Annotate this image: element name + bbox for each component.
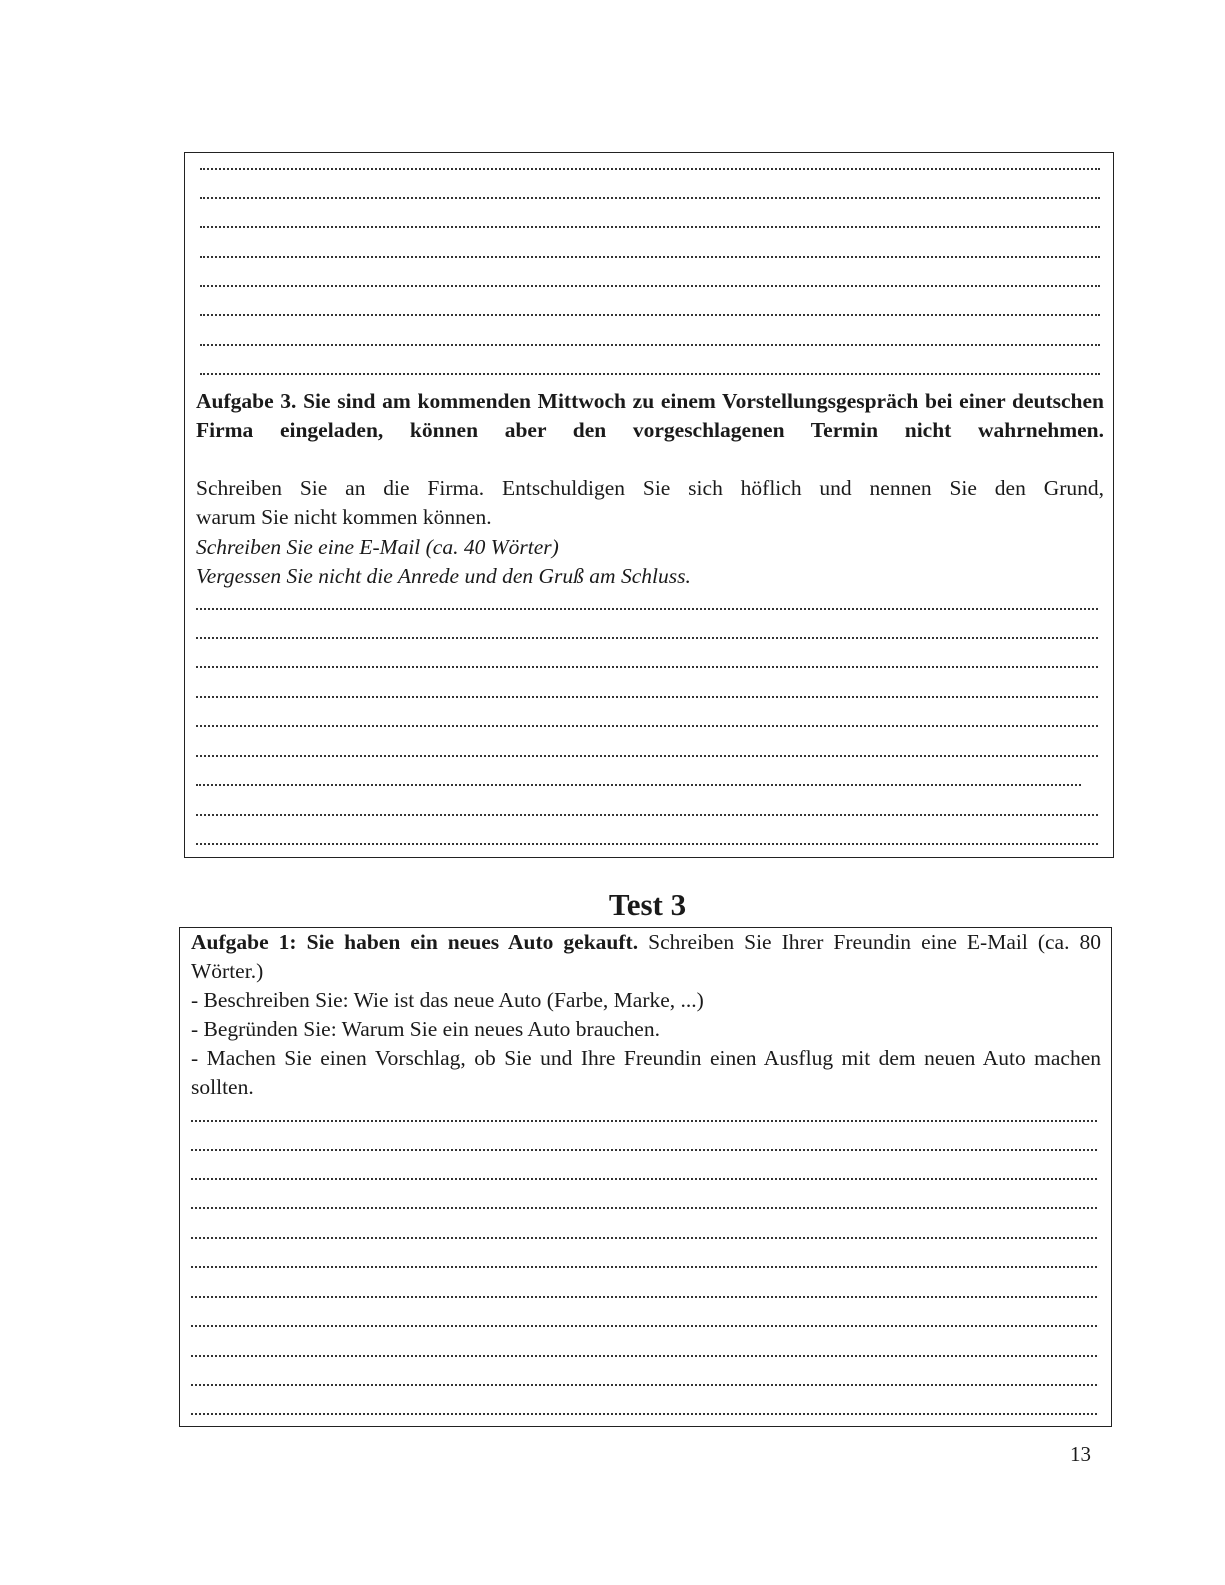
answer-line[interactable] xyxy=(200,197,1100,199)
answer-line[interactable] xyxy=(191,1266,1097,1268)
answer-line[interactable] xyxy=(200,373,1100,375)
aufgabe-3-instruction-line-2: warum Sie nicht kommen können. xyxy=(196,505,492,529)
test-3-aufgabe-1-task: Schreiben Sie Ihrer Freundin eine E-Mail (ca. 80 Wörter.) xyxy=(191,930,1101,983)
answer-line[interactable] xyxy=(196,784,1081,786)
answer-line[interactable] xyxy=(196,637,1098,639)
answer-line[interactable] xyxy=(196,666,1098,668)
bullet-suggestion: - Machen Sie einen Vorschlag, ob Sie und Ihre Freundin einen Ausflug mit dem neuen Auto machen sollten. xyxy=(191,1046,1101,1099)
test-3-aufgabe-1-title: Aufgabe 1: Sie haben ein neues Auto gekauft. xyxy=(191,930,639,954)
answer-line[interactable] xyxy=(196,814,1098,816)
answer-line[interactable] xyxy=(200,344,1100,346)
answer-line[interactable] xyxy=(196,696,1098,698)
bullet-describe: - Beschreiben Sie: Wie ist das neue Auto (Farbe, Marke, ...) xyxy=(191,988,704,1012)
answer-line[interactable] xyxy=(200,226,1100,228)
aufgabe-3-email-hint: Schreiben Sie eine E-Mail (ca. 40 Wörter) xyxy=(196,535,559,559)
page-number: 13 xyxy=(1070,1442,1091,1466)
aufgabe-3-instruction-line-1: Schreiben Sie an die Firma. Entschuldigen Sie sich höflich und nennen Sie den Grund, xyxy=(196,476,1104,500)
answer-line[interactable] xyxy=(200,314,1100,316)
answer-line[interactable] xyxy=(191,1207,1097,1209)
answer-line[interactable] xyxy=(191,1296,1097,1298)
answer-line[interactable] xyxy=(191,1325,1097,1327)
answer-line[interactable] xyxy=(196,725,1098,727)
answer-line[interactable] xyxy=(196,755,1098,757)
answer-line[interactable] xyxy=(196,608,1098,610)
answer-line[interactable] xyxy=(191,1120,1097,1122)
answer-line[interactable] xyxy=(191,1149,1097,1151)
answer-line[interactable] xyxy=(191,1178,1097,1180)
aufgabe-3-title: Aufgabe 3. Sie sind am kommenden Mittwoch zu einem Vorstellungsgespräch bei einer deutschen Firma eingeladen, können aber den vorgeschlagenen Termin nicht wahrnehmen. xyxy=(196,389,1104,442)
aufgabe-3-greeting-hint: Vergessen Sie nicht die Anrede und den Gruß am Schluss. xyxy=(196,564,691,588)
test-3-aufgabe-1-intro xyxy=(191,928,1101,986)
bullet-justify: - Begründen Sie: Warum Sie ein neues Auto brauchen. xyxy=(191,1017,660,1041)
answer-line[interactable] xyxy=(200,285,1100,287)
answer-line[interactable] xyxy=(191,1237,1097,1239)
answer-line[interactable] xyxy=(191,1384,1097,1386)
answer-line[interactable] xyxy=(191,1413,1097,1415)
answer-line[interactable] xyxy=(200,168,1100,170)
test-3-heading: Test 3 xyxy=(608,887,687,922)
answer-line[interactable] xyxy=(196,843,1098,845)
answer-line[interactable] xyxy=(191,1355,1097,1357)
answer-line[interactable] xyxy=(200,256,1100,258)
